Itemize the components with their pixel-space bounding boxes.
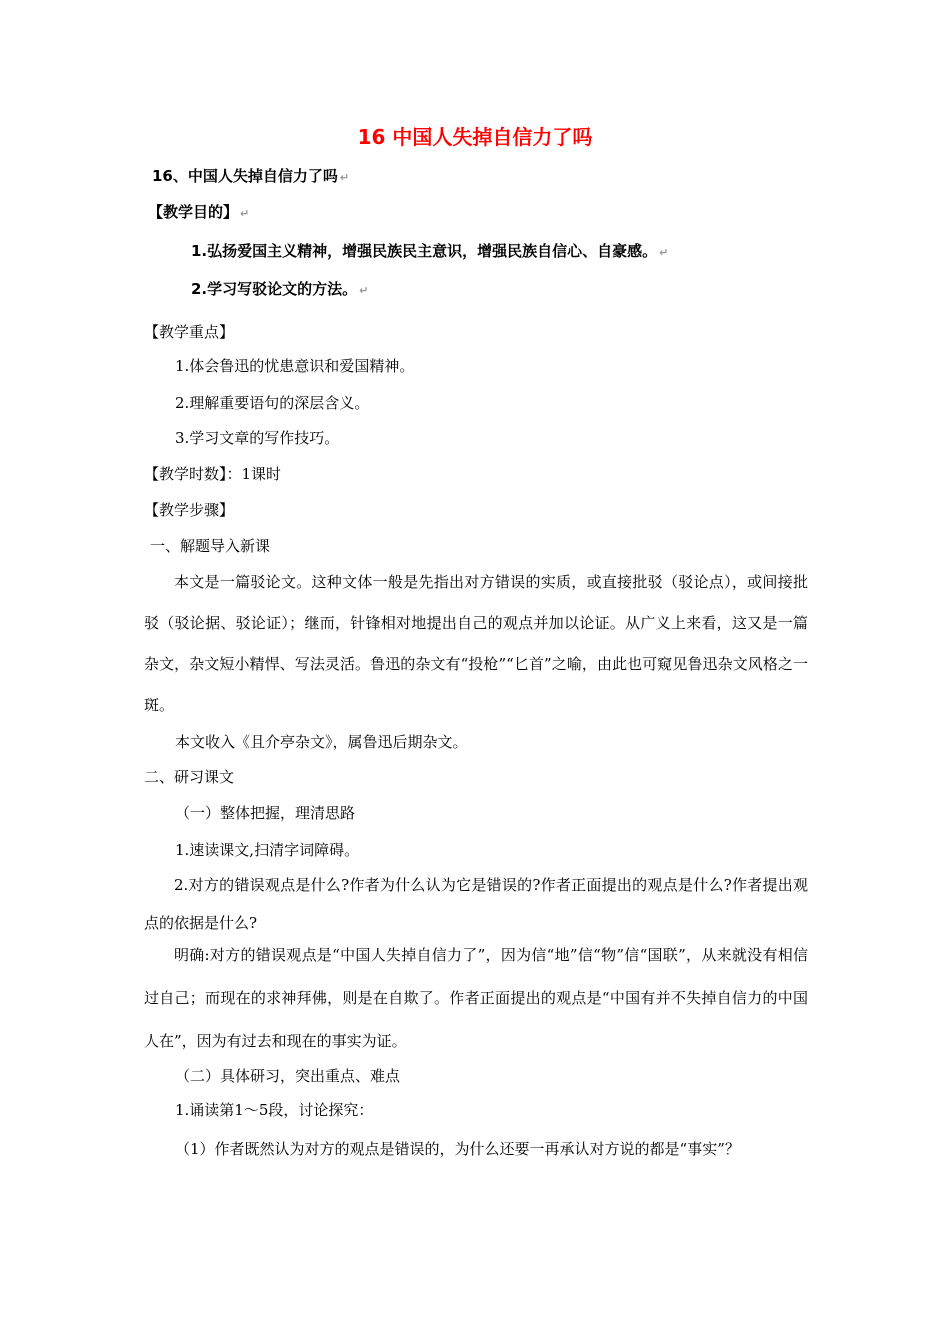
goal-item: 2.学习写驳论文的方法。 ↵	[191, 280, 369, 298]
document-title: 16 中国人失掉自信力了吗	[357, 125, 593, 149]
copied-heading: 16、中国人失掉自信力了吗 ↵	[152, 167, 350, 185]
study-item: 2.对方的错误观点是什么?作者为什么认为它是错误的?作者正面提出的观点是什么?作者提出观点的依据是什么?	[144, 876, 808, 932]
sub-heading: （一）整体把握，理清思路	[175, 804, 356, 822]
goal-item: 1.弘扬爱国主义精神，增强民族民主意识，增强民族自信心、自豪感。 ↵	[191, 242, 669, 260]
section-heading: 二、研习课文	[144, 768, 235, 786]
key-point-item: 1.体会鲁迅的忧患意识和爱国精神。	[175, 357, 415, 375]
paragraph-mark-icon: ↵	[359, 284, 369, 297]
intro-paragraph: 本文收入《且介亭杂文》，属鲁迅后期杂文。	[175, 733, 468, 751]
key-point-item: 2.理解重要语句的深层含义。	[175, 394, 370, 412]
key-points-heading: 【教学重点】	[144, 323, 235, 341]
question-paragraph	[160, 1128, 808, 1170]
study-item: 1.速读课文,扫清字词障碍。	[175, 841, 360, 859]
teaching-hours: 【教学时数】：1课时	[144, 465, 282, 483]
sub-heading: （二）具体研习，突出重点、难点	[175, 1067, 401, 1085]
goal-heading: 【教学目的】 ↵	[148, 203, 250, 221]
question-text: （1）作者既然认为对方的观点是错误的，为什么还要一再承认对方说的都是“事实”？	[175, 1140, 740, 1158]
paragraph-mark-icon: ↵	[659, 246, 669, 259]
key-point-item: 3.学习文章的写作技巧。	[175, 429, 340, 447]
answer-paragraph: 明确:对方的错误观点是“中国人失掉自信力了”，因为信“地”信“物”信“国联”，从来就没有相信过自己；而现在的求神拜佛，则是在自欺了。作者正面提出的观点是“中国有并不失掉自信力的中国人在”，因为有过去和现在的事实为证。	[144, 946, 808, 1050]
paragraph-mark-icon: ↵	[240, 207, 250, 220]
study-item: 1.诵读第1～5段，讨论探究：	[175, 1101, 374, 1119]
section-heading: 一、解题导入新课	[150, 537, 271, 555]
intro-paragraph: 本文是一篇驳论文。这种文体一般是先指出对方错误的实质，或直接批驳（驳论点），或间接批驳（驳论据、驳论证）；继而，针锋相对地提出自己的观点并加以论证。从广义上来看，这又是一篇杂文，杂文短小精悍、写法灵活。鲁迅的杂文有“投枪”“匕首”之喻，由此也可窥见鲁迅杂文风格之一斑。	[144, 573, 808, 714]
paragraph-mark-icon: ↵	[339, 171, 350, 184]
steps-heading: 【教学步骤】	[144, 501, 235, 519]
